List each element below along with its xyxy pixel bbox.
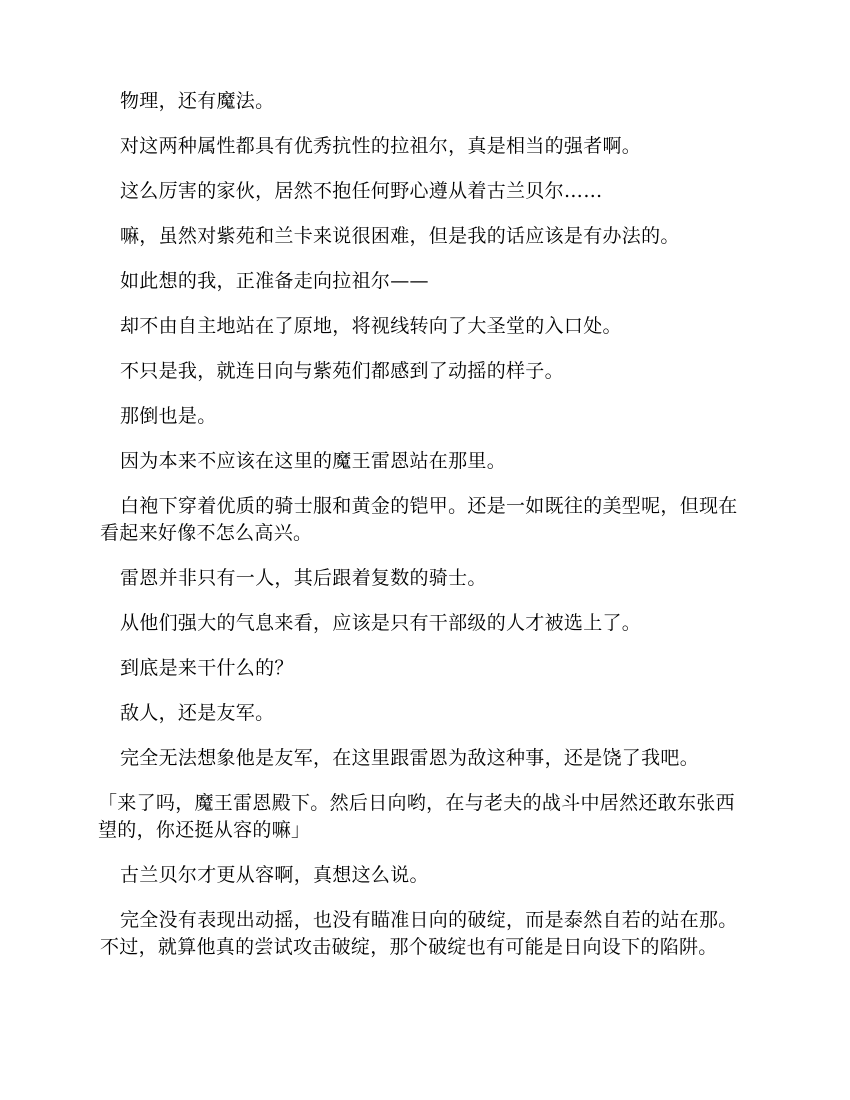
paragraph-13: 到底是来干什么的？ — [120, 657, 294, 679]
paragraph-11: 雷恩并非只有一人，其后跟着复数的骑士。 — [120, 567, 487, 589]
paragraph-10: 白袍下穿着优质的骑士服和黄金的铠甲。还是一如既往的美型呢，但现在看起来好像不怎么高兴。 — [100, 495, 738, 544]
paragraph-7: 不只是我，就连日向与紫苑们都感到了动摇的样子。 — [120, 360, 564, 382]
paragraph-2: 对这两种属性都具有优秀抗性的拉祖尔，真是相当的强者啊。 — [120, 135, 642, 157]
paragraph-12: 从他们强大的气息来看，应该是只有干部级的人才被选上了。 — [120, 612, 642, 634]
paragraph-14: 敌人，还是友军。 — [120, 702, 275, 724]
paragraph-16-dialogue: 「来了吗，魔王雷恩殿下。然后日向哟，在与老夫的战斗中居然还敢东张西望的，你还挺从容的嘛」 — [98, 792, 735, 841]
paragraph-18: 完全没有表现出动摇，也没有瞄准日向的破绽，而是泰然自若的站在那。不过，就算他真的尝试攻击破绽，那个破绽也有可能是日向设下的陷阱。 — [100, 909, 738, 958]
paragraph-4: 嘛，虽然对紫苑和兰卡来说很困难，但是我的话应该是有办法的。 — [120, 225, 680, 247]
paragraph-15: 完全无法想象他是友军，在这里跟雷恩为敌这种事，还是饶了我吧。 — [120, 747, 700, 769]
paragraph-3: 这么厉害的家伙，居然不抱任何野心遵从着古兰贝尔…… — [120, 180, 603, 202]
paragraph-17: 古兰贝尔才更从容啊，真想这么说。 — [120, 864, 429, 886]
paragraph-5: 如此想的我，正准备走向拉祖尔—— — [120, 270, 429, 292]
paragraph-6: 却不由自主地站在了原地，将视线转向了大圣堂的入口处。 — [120, 315, 622, 337]
paragraph-8: 那倒也是。 — [120, 405, 217, 427]
paragraph-1: 物理，还有魔法。 — [120, 90, 275, 112]
paragraph-9: 因为本来不应该在这里的魔王雷恩站在那里。 — [120, 450, 507, 472]
